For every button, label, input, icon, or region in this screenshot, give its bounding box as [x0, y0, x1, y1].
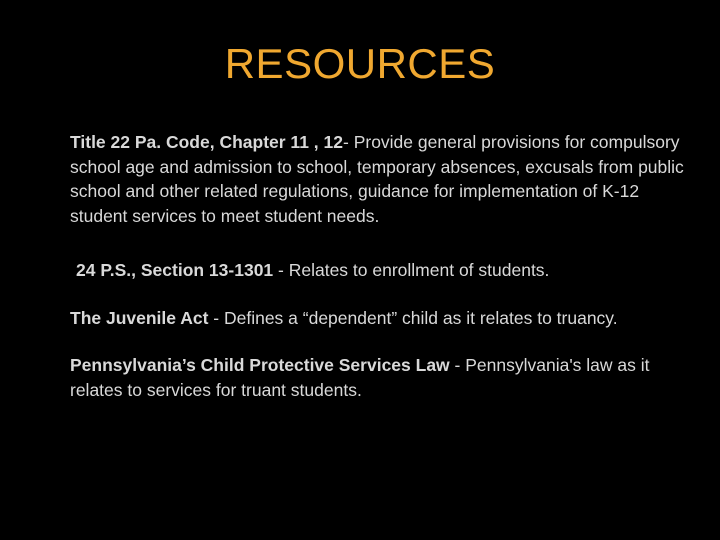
- slide-title: RESOURCES: [224, 40, 496, 87]
- resource-term: Pennsylvania’s Child Protective Services Law: [70, 355, 450, 375]
- resource-term: 24 P.S., Section 13-1301: [76, 260, 274, 280]
- resource-description: - Relates to enrollment of students.: [273, 260, 550, 280]
- resource-item-24-ps: [70, 258, 690, 283]
- resource-item-title-22: [70, 130, 690, 228]
- resource-term: The Juvenile Act: [70, 307, 209, 328]
- resource-list: [70, 130, 690, 402]
- resource-description: - Provide general provisions for compulsory school age and admission to school, temporary absences, excusals from public school and other related regulations, guidance for implementation of K-12 student services to meet student needs.: [70, 132, 684, 226]
- resource-item-juvenile-act: [70, 306, 690, 331]
- resource-description: - Defines a “dependent” child as it relates to truancy.: [208, 307, 618, 328]
- resource-term: Title 22 Pa. Code, Chapter 11 , 12: [70, 132, 343, 152]
- resource-description: - Pennsylvania's law as it relates to services for truant students.: [70, 355, 650, 400]
- resource-item-cps-law: [70, 353, 690, 402]
